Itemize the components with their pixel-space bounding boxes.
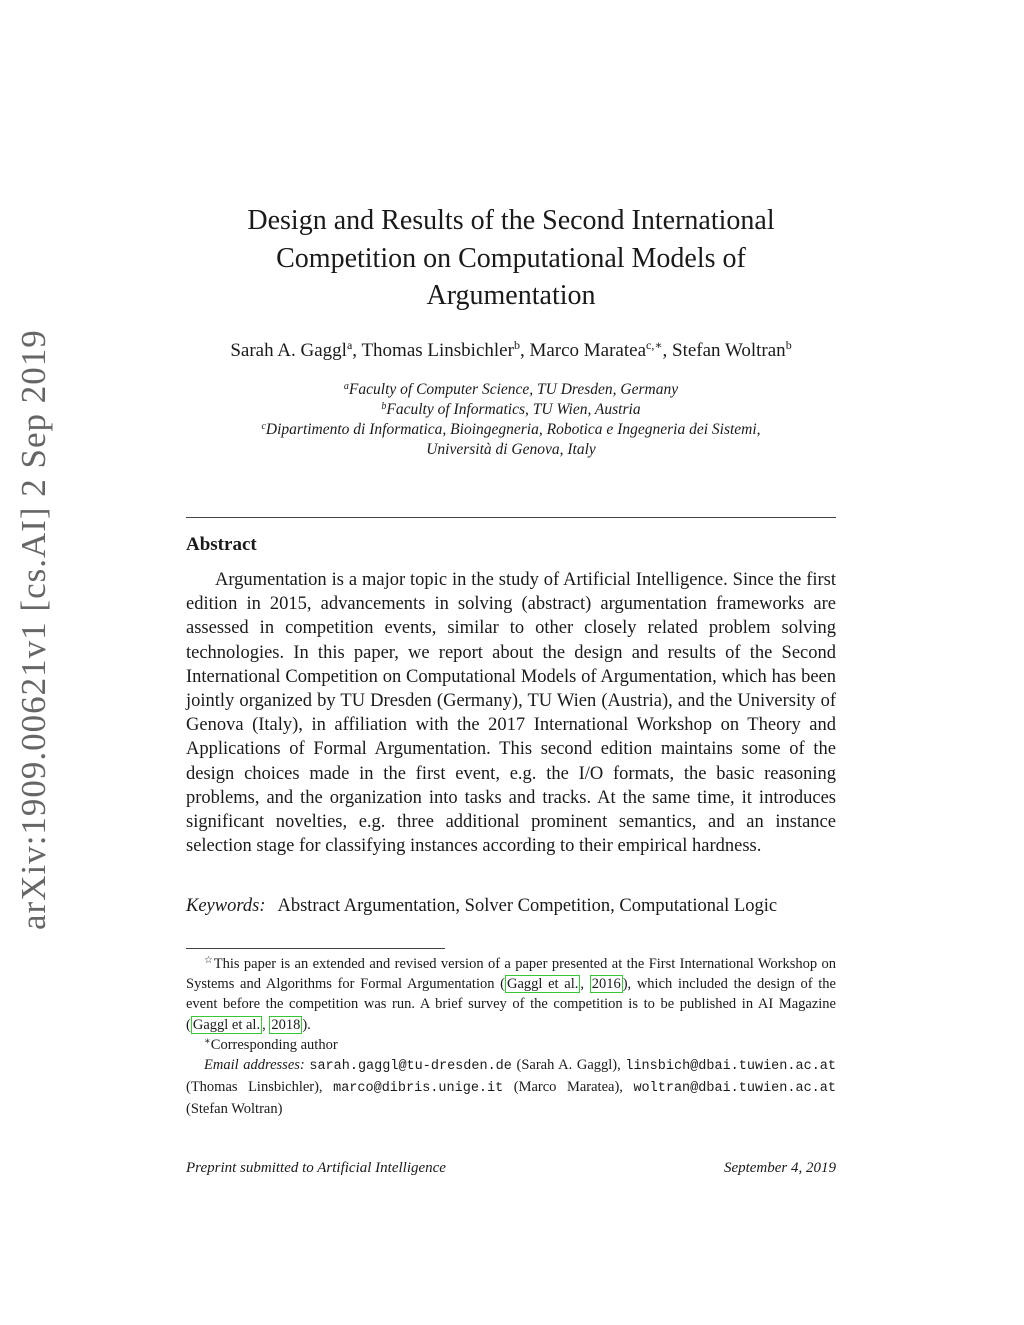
citation-year-link[interactable]: 2016 xyxy=(591,976,621,993)
asterisk-icon: ∗ xyxy=(204,1035,211,1047)
email-link[interactable]: woltran@dbai.tuwien.ac.at xyxy=(633,1081,836,1097)
author-name: Sarah A. Gaggl xyxy=(230,340,347,361)
footnote-divider xyxy=(186,948,445,949)
citation-year-link[interactable]: 2018 xyxy=(271,1016,301,1033)
author-sup: a xyxy=(346,338,353,352)
abstract-heading: Abstract xyxy=(186,534,257,555)
email-link[interactable]: marco@dibris.unige.it xyxy=(333,1081,504,1097)
footnote-emails: Email addresses: sarah.gaggl@tu-dresden.de (Sarah A. Gaggl), linsbich@dbai.tuwien.ac.at (Thomas Linsbichler), marco@dibris.unige.it (Marco Maratea), woltran@dbai.tuwien.ac.at (Stefan Woltran) xyxy=(186,1057,836,1118)
title-line: Argumentation xyxy=(426,280,596,311)
affiliation: $^c$Dipartimento di Informatica, Bioingegneria, Robotica e Ingegneria dei Sistemi, xyxy=(261,421,761,438)
keywords-label: Keywords: xyxy=(186,896,266,916)
email-link[interactable]: linsbich@dbai.tuwien.ac.at xyxy=(625,1059,836,1075)
author-name: Marco Maratea xyxy=(529,340,647,361)
affiliation: Università di Genova, Italy xyxy=(426,441,596,458)
keywords-text: Abstract Argumentation, Solver Competition, Computational Logic xyxy=(277,896,778,916)
affiliation: $^a$Faculty of Computer Science, TU Dresden, Germany xyxy=(343,381,679,398)
author-name: Stefan Woltran xyxy=(672,340,786,361)
title-line: Competition on Computational Models of xyxy=(276,242,746,274)
abstract-body: Argumentation is a major topic in the study of Artificial Intelligence. Since the first edition in 2015, advancements in solving (abstract) argumentation frameworks are assessed in competition events, similar to other closely related problem solving technologies. In this paper, we report about the design and results of the Second International Competition on Computational Models of Argumentation, which has been jointly organized by TU Dresden (Germany), TU Wien (Austria), and the University of Genova (Italy), in affiliation with the 2017 International Workshop on Theory and Applications of Formal Argumentation. This second edition maintains some of the design choices made in the first event, e.g. the I/O formats, the basic reasoning problems, and the organization into tasks and tracks. At the same time, it introduces significant novelties, e.g. three additional prominent semantics, and an instance selection stage for classifying instances according to their empirical hardness. xyxy=(186,570,836,857)
footnotes xyxy=(186,954,836,1120)
affiliation: $^b$Faculty of Informatics, TU Wien, Austria xyxy=(381,401,641,418)
author-list: Sarah A. Gaggl$^a$, Thomas Linsbichler$^b$, Marco Maratea$^{c,∗}$, Stefan Woltran$^b$ xyxy=(230,338,792,361)
author-sup: b xyxy=(785,338,792,352)
arxiv-stamp: arXiv:1909.00621v1 [cs.AI] 2 Sep 2019 xyxy=(14,329,53,930)
citation-link[interactable]: Gaggl et al. xyxy=(507,976,579,993)
author-sup: b xyxy=(513,338,520,352)
footnote-corresponding: ∗Corresponding author xyxy=(204,1035,338,1053)
email-link[interactable]: sarah.gaggl@tu-dresden.de xyxy=(309,1059,512,1075)
affiliations xyxy=(186,380,836,460)
author-sup: c,∗ xyxy=(646,338,663,352)
paper-title xyxy=(186,202,836,315)
citation-link[interactable]: Gaggl et al. xyxy=(192,1016,261,1033)
title-line: Design and Results of the Second International xyxy=(247,205,775,236)
footer-date: September 4, 2019 xyxy=(723,1160,836,1176)
footer-preprint: Preprint submitted to Artificial Intelligence xyxy=(186,1160,446,1176)
footnote-star: ☆This paper is an extended and revised version of a paper presented at the First International Workshop on Systems and Algorithms for Formal Argumentation ( Gaggl et al. , 2016 ), which included the design of the event before the competition was run. A brief survey of the competition is to be published in AI Magazine ( Gaggl et al. , 2018 ). xyxy=(186,955,836,1033)
author-name: Thomas Linsbichler xyxy=(361,340,514,361)
keywords xyxy=(186,894,836,918)
star-icon: ☆ xyxy=(204,955,214,966)
divider xyxy=(186,517,836,518)
